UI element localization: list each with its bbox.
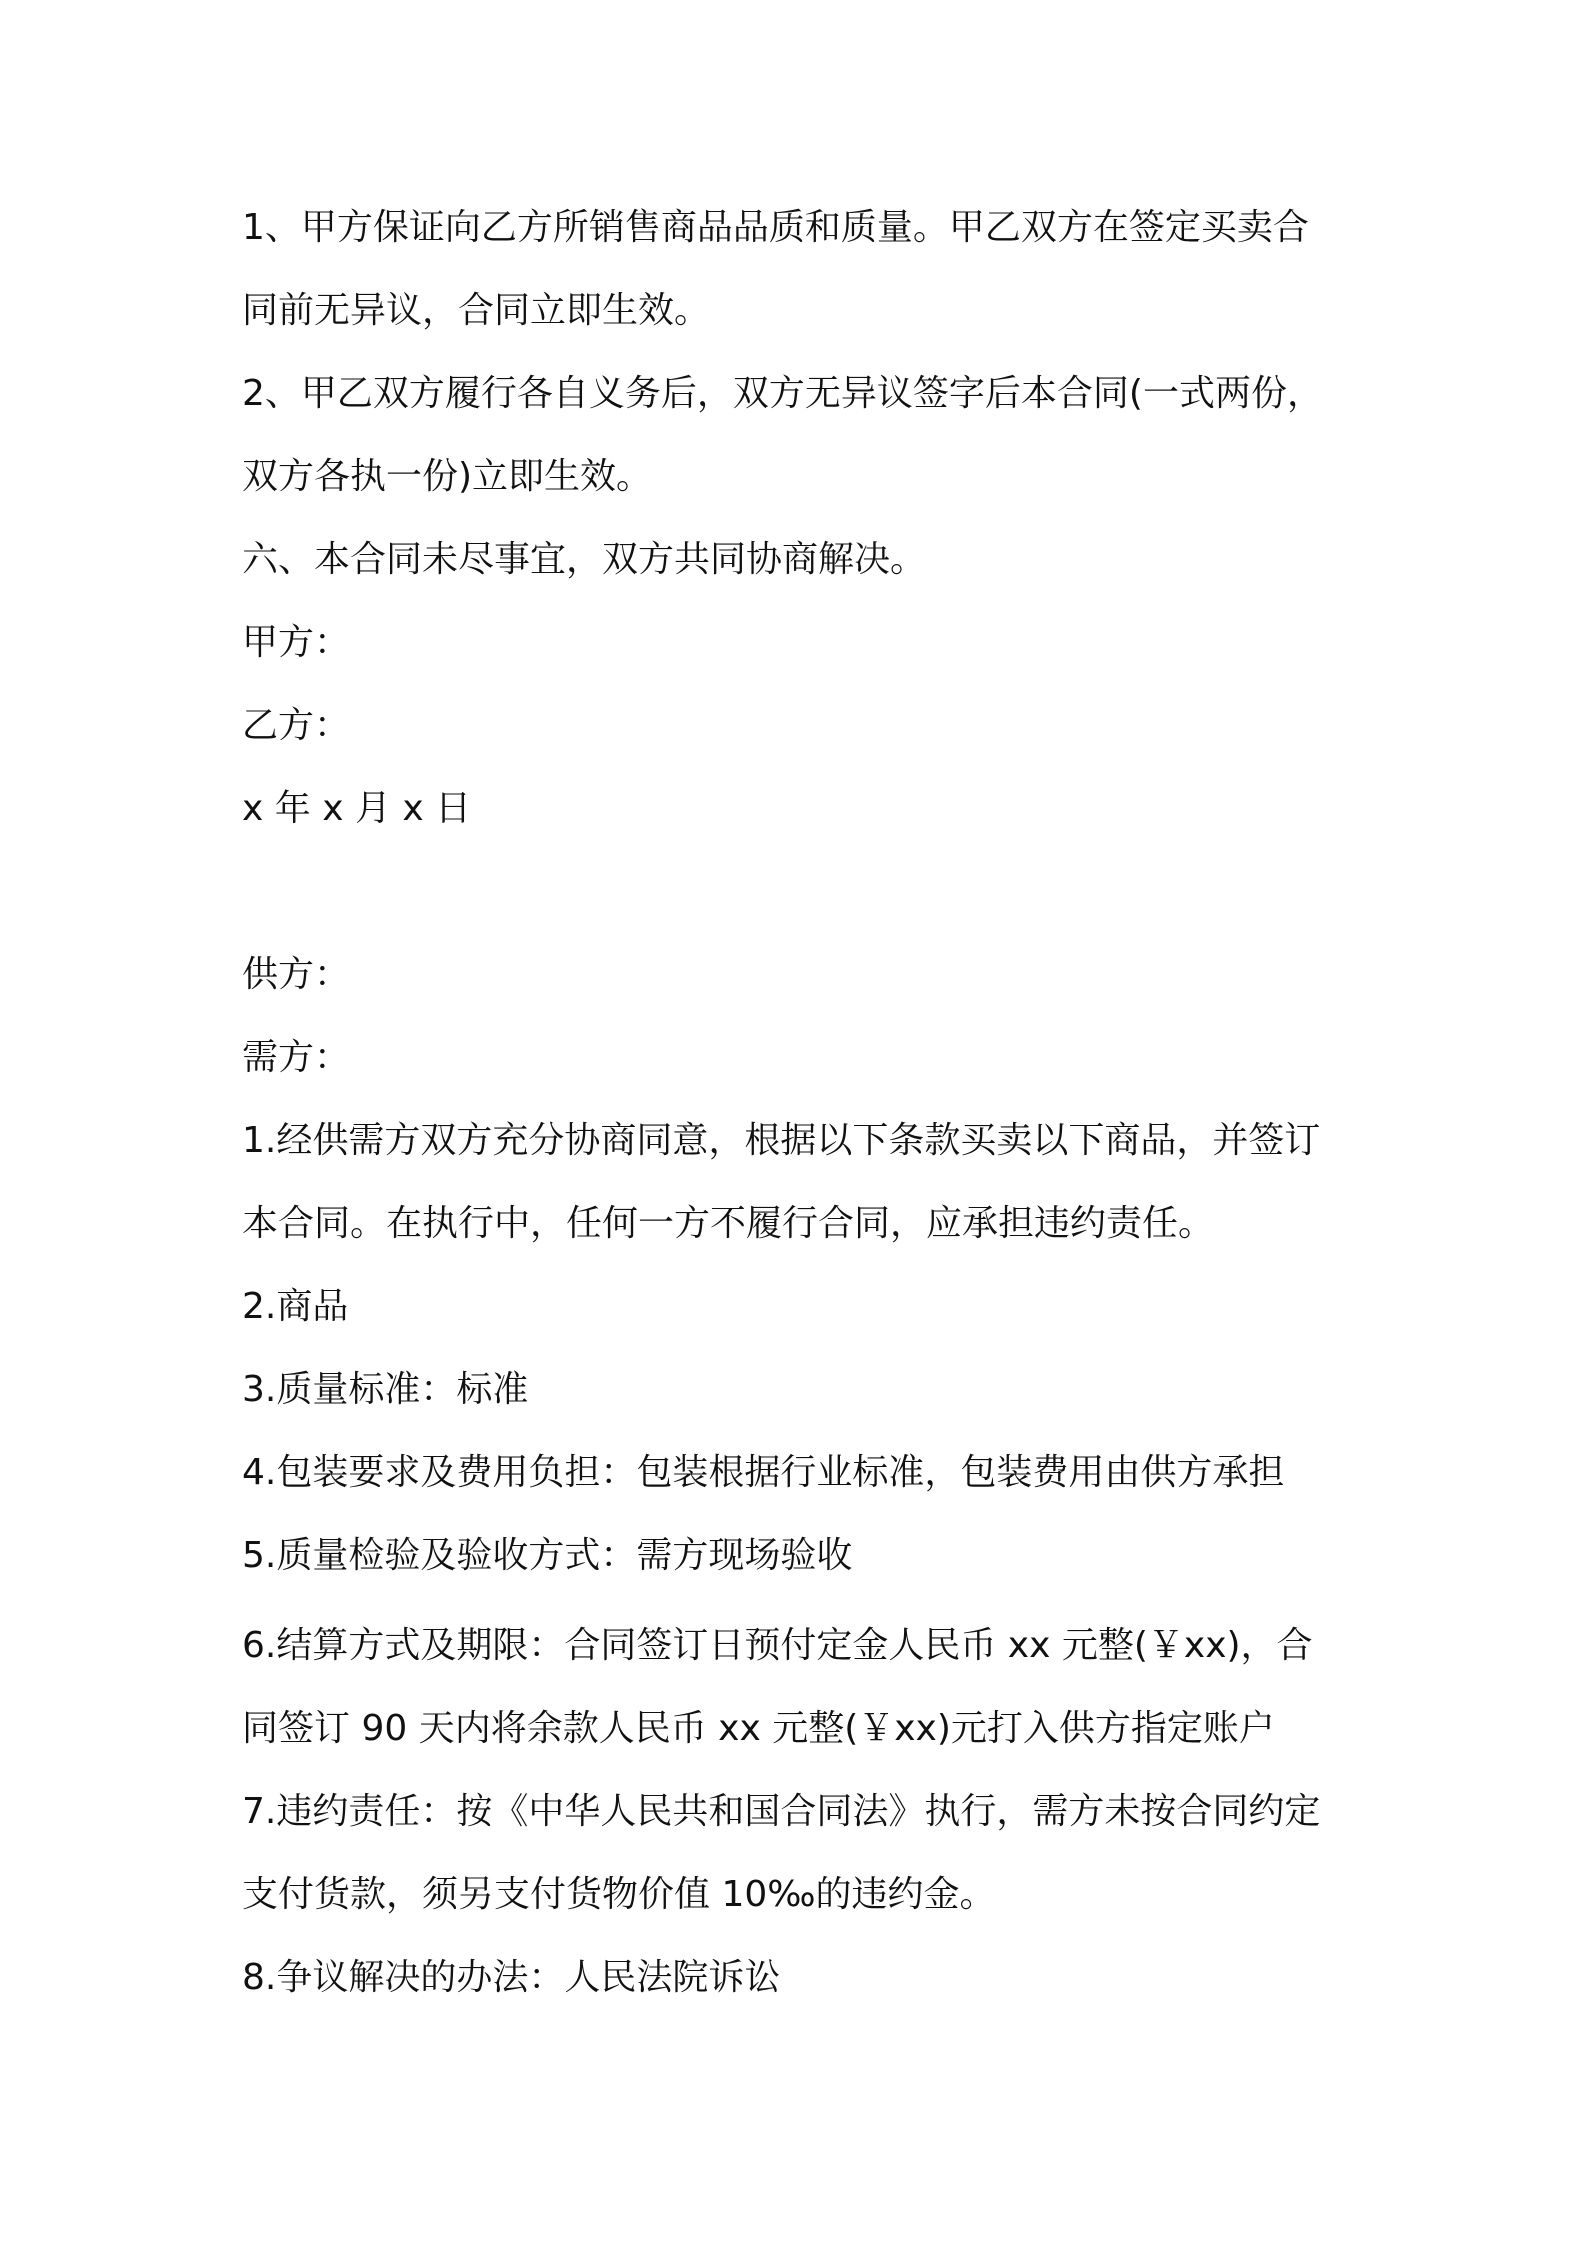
text-line: 同签订 90 天内将余款人民币 xx 元整(￥xx)元打入供方指定账户: [242, 1708, 1275, 1749]
text-line: 3.质量标准：标准: [242, 1369, 529, 1410]
text-line: 2.商品: [242, 1286, 349, 1327]
text-line: 6.结算方式及期限：合同签订日预付定金人民币 xx 元整(￥xx)，合: [242, 1625, 1313, 1666]
text-line: 8.争议解决的办法：人民法院诉讼: [242, 1957, 781, 1998]
buyer-label: 需方：: [242, 1037, 351, 1078]
text-line: 7.违约责任：按《中华人民共和国合同法》执行，需方未按合同约定: [242, 1791, 1321, 1832]
text-line: 5.质量检验及验收方式：需方现场验收: [242, 1535, 853, 1576]
text-line: 双方各执一份)立即生效。: [242, 456, 653, 497]
signature-party-a: 甲方：: [242, 622, 351, 663]
text-line: 本合同。在执行中，任何一方不履行合同，应承担违约责任。: [242, 1203, 1215, 1244]
text-line: 4.包装要求及费用负担：包装根据行业标准，包装费用由供方承担: [242, 1452, 1285, 1493]
signature-party-b: 乙方：: [242, 705, 351, 746]
text-line: 2、甲乙双方履行各自义务后，双方无异议签字后本合同(一式两份，: [242, 373, 1323, 414]
text-line: 六、本合同未尽事宜，双方共同协商解决。: [242, 539, 927, 580]
text-line: 同前无异议，合同立即生效。: [242, 290, 711, 331]
text-line: 支付货款，须另支付货物价值 10‰的违约金。: [242, 1874, 996, 1915]
text-line: 1.经供需方双方充分协商同意，根据以下条款买卖以下商品，并签订: [242, 1120, 1321, 1161]
text-line: 1、甲方保证向乙方所销售商品品质和质量。甲乙双方在签定买卖合: [242, 207, 1309, 248]
supplier-label: 供方：: [242, 954, 351, 995]
signature-date: x 年 x 月 x 日: [242, 788, 472, 829]
